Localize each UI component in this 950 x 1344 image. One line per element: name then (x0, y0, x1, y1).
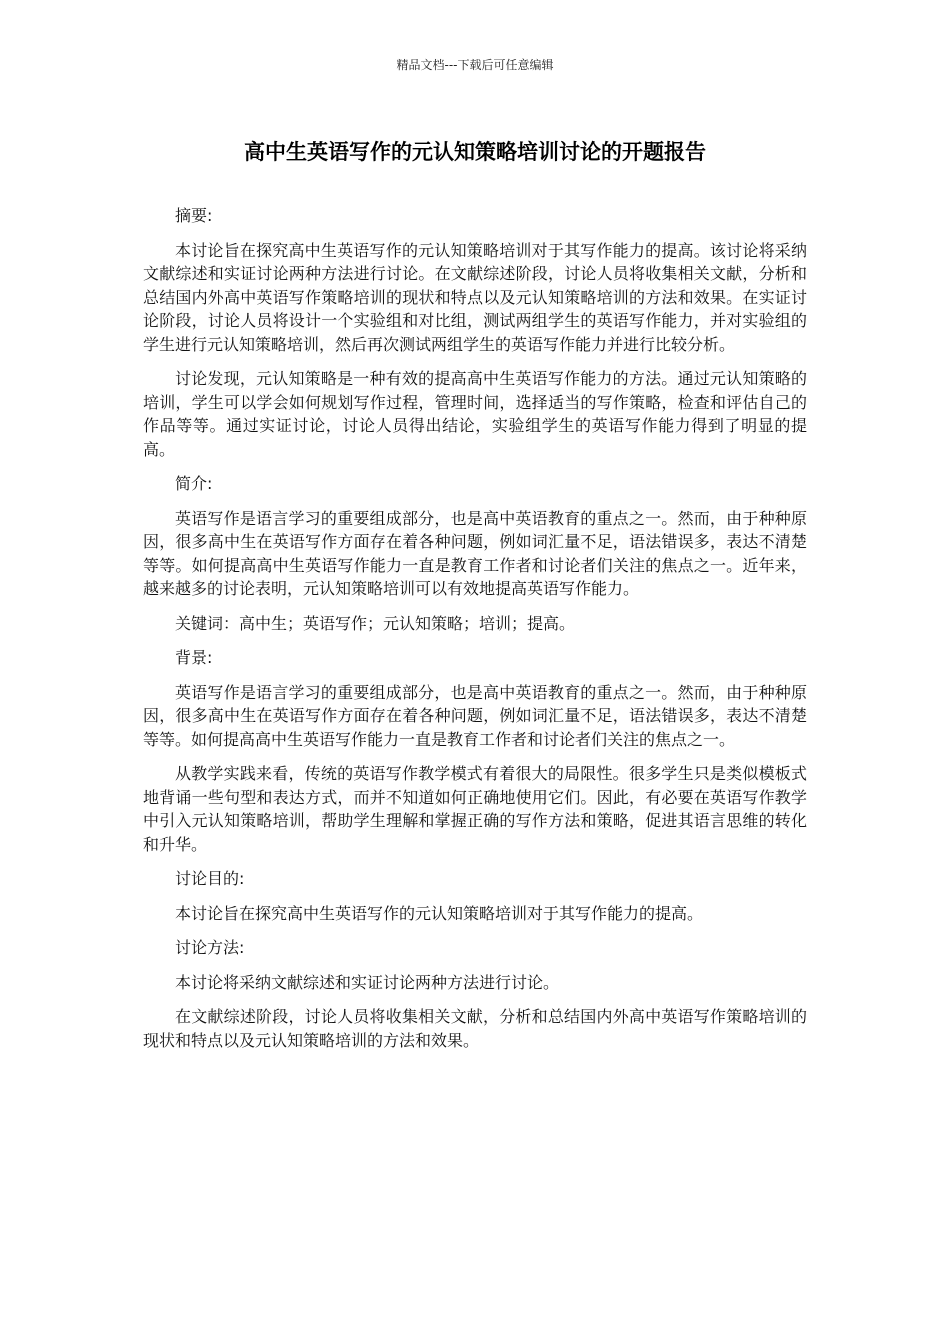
paragraph-keywords: 关键词：高中生；英语写作；元认知策略；培训；提高。 (175, 613, 576, 633)
heading-introduction: 简介: (175, 474, 213, 493)
paragraph-introduction: 英语写作是语言学习的重要组成部分，也是高中英语教育的重点之一。然而，由于种种原因，很多高中生在英语写作方面存在着各种问题，例如词汇量不足，语法错误多，表达不清楚等等。如何提高高中生英语写作能力一直是教育工作者和讨论者们关注的焦点之一。近年来，越来越多的讨论表明，元认知策略培训可以有效地提高英语写作能力。 (143, 508, 807, 598)
page-title: 高中生英语写作的元认知策略培训讨论的开题报告 (244, 140, 706, 164)
paragraph-purpose: 本讨论旨在探究高中生英语写作的元认知策略培训对于其写作能力的提高。 (175, 903, 704, 923)
header-note: 精品文档---下载后可任意编辑 (396, 58, 554, 72)
paragraph-method: 本讨论将采纳文献综述和实证讨论两种方法进行讨论。 (175, 972, 560, 992)
paragraph-literature-review: 在文献综述阶段，讨论人员将收集相关文献，分析和总结国内外高中英语写作策略培训的现状和特点以及元认知策略培训的方法和效果。 (143, 1007, 807, 1050)
paragraph-background-2: 从教学实践来看，传统的英语写作教学模式有着很大的局限性。很多学生只是类似模板式地背诵一些句型和表达方式，而并不知道如何正确地使用它们。因此，有必要在英语写作教学中引入元认知策略培训，帮助学生理解和掌握正确的写作方法和策略，促进其语言思维的转化和升华。 (143, 764, 807, 854)
heading-abstract: 摘要: (175, 206, 213, 225)
paragraph-background-1: 英语写作是语言学习的重要组成部分，也是高中英语教育的重点之一。然而，由于种种原因，很多高中生在英语写作方面存在着各种问题，例如词汇量不足，语法错误多，表达不清楚等等。如何提高高中生英语写作能力一直是教育工作者和讨论者们关注的焦点之一。 (143, 682, 807, 749)
paragraph-abstract-method: 本讨论旨在探究高中生英语写作的元认知策略培训对于其写作能力的提高。该讨论将采纳文献综述和实证讨论两种方法进行讨论。在文献综述阶段，讨论人员将收集相关文献，分析和总结国内外高中英语写作策略培训的现状和特点以及元认知策略培训的方法和效果。在实证讨论阶段，讨论人员将设计一个实验组和对比组，测试两组学生的英语写作能力，并对实验组的学生进行元认知策略培训，然后再次测试两组学生的英语写作能力并进行比较分析。 (143, 240, 807, 354)
heading-background: 背景: (175, 648, 213, 667)
document-body (143, 204, 807, 1063)
paragraph-abstract-findings: 讨论发现，元认知策略是一种有效的提高高中生英语写作能力的方法。通过元认知策略的培训，学生可以学会如何规划写作过程，管理时间，选择适当的写作策略，检查和评估自己的作品等等。通过实证讨论，讨论人员得出结论，实验组学生的英语写作能力得到了明显的提高。 (143, 369, 807, 459)
heading-method: 讨论方法: (175, 938, 245, 957)
heading-purpose: 讨论目的: (175, 869, 245, 888)
